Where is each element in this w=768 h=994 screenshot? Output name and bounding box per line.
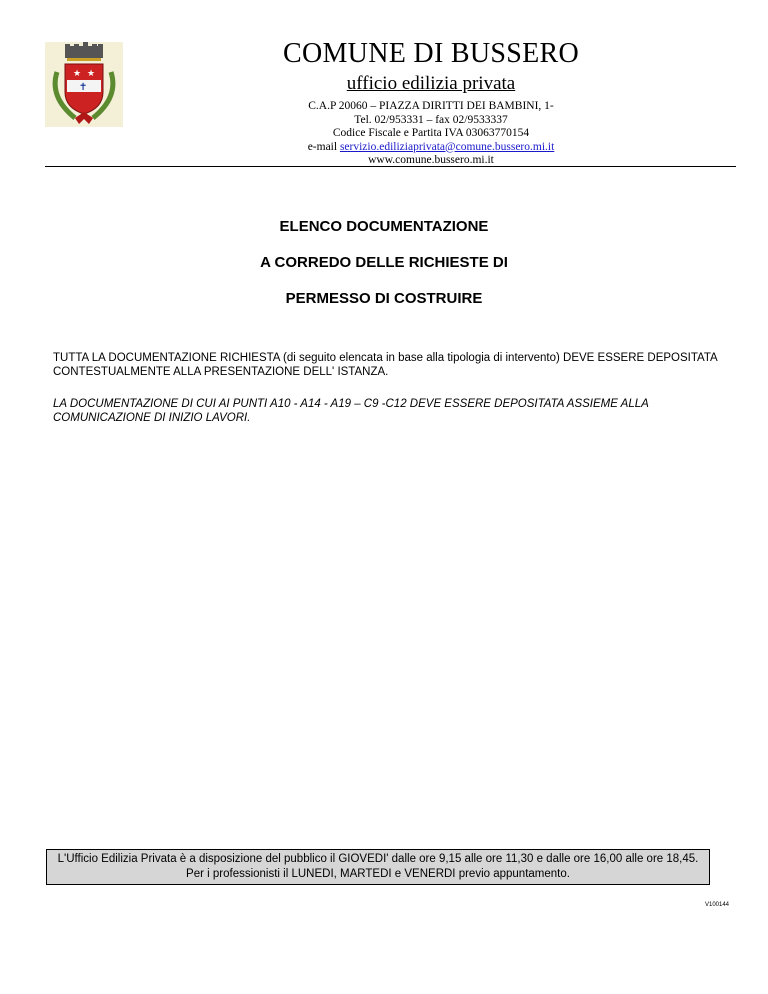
website-line: www.comune.bussero.mi.it: [368, 154, 494, 166]
municipality-name: COMUNE DI BUSSERO: [282, 38, 580, 69]
office-name: ufficio edilizia privata: [346, 73, 516, 94]
document-title-line-1: ELENCO DOCUMENTAZIONE: [279, 218, 489, 235]
document-title-line-2: A CORREDO DELLE RICHIESTE DI: [260, 254, 508, 271]
phone-line: Tel. 02/953331 – fax 02/9533337: [354, 113, 508, 126]
svg-text:★: ★: [73, 69, 82, 79]
address-line: C.A.P 20060 – PIAZZA DIRITTI DEI BAMBINI, 1-: [308, 100, 554, 112]
email-prefix: e-mail: [307, 140, 340, 153]
office-hours-notice: L'Ufficio Edilizia Privata è a disposizione del pubblico il GIOVEDI' dalle ore 9,15 alle ore 11,30 e dalle ore 16,00 alle ore 18,45. Per i professionisti il LUNEDI, MARTEDI e VENERDI previo appuntamento.: [46, 849, 710, 885]
instruction-paragraph-italic: LA DOCUMENTAZIONE DI CUI AI PUNTI A10 - A14 - A19 – C9 -C12 DEVE ESSERE DEPOSITATA ASSIEME ALLA COMUNICAZIONE DI INIZIO LAVORI.: [53, 398, 649, 424]
email-line: [226, 141, 636, 155]
document-title-line-3: PERMESSO DI COSTRUIRE: [285, 290, 483, 307]
fiscal-code-line: Codice Fiscale e Partita IVA 03063770154: [332, 127, 530, 139]
instruction-paragraph: TUTTA LA DOCUMENTAZIONE RICHIESTA (di seguito elencata in base alla tipologia di intervento) DEVE ESSERE DEPOSITATA CONTESTUALMENTE ALLA PRESENTAZIONE DELL' ISTANZA.: [53, 352, 718, 378]
letterhead: [226, 38, 636, 168]
svg-text:★: ★: [87, 69, 96, 79]
municipal-coat-of-arms-icon: [45, 42, 123, 127]
document-version-code: V100144: [705, 902, 730, 908]
header-divider: [45, 166, 736, 167]
svg-text:✝: ✝: [79, 82, 88, 93]
email-link[interactable]: servizio.ediliziaprivata@comune.bussero.mi.it: [339, 140, 555, 153]
